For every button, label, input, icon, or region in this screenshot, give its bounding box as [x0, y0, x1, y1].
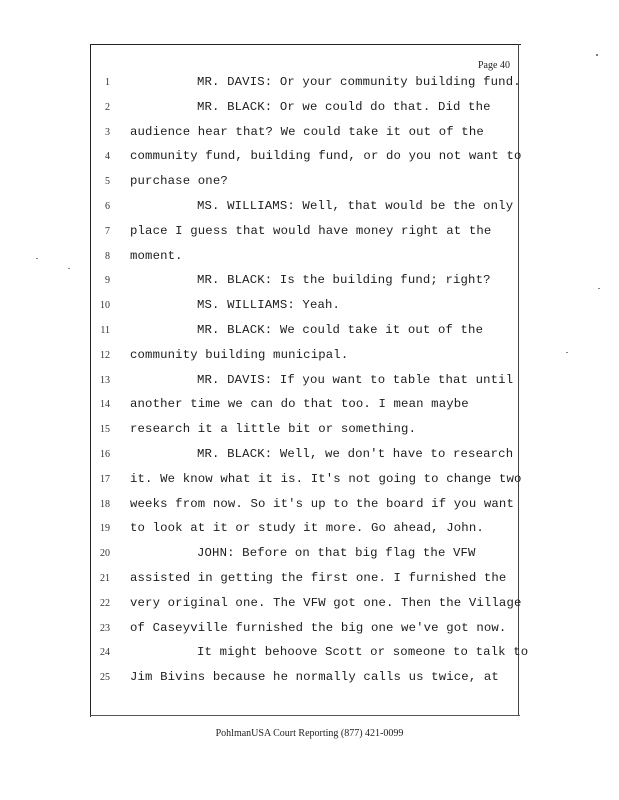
transcript-line: [0, 199, 619, 224]
scan-speck: [36, 258, 38, 259]
line-text: moment.: [130, 248, 183, 263]
transcript-line: [0, 125, 619, 150]
transcript-line: [0, 174, 619, 199]
line-text: purchase one?: [130, 174, 228, 189]
line-text: Jim Bivins because he normally calls us twice, at: [130, 670, 499, 685]
line-number: 4: [105, 151, 110, 163]
line-number: 11: [100, 324, 110, 336]
page-border-bottom: [90, 715, 520, 716]
line-number: 10: [100, 300, 110, 312]
line-number: 20: [100, 548, 110, 560]
line-number: 9: [105, 275, 110, 287]
line-number: 2: [105, 101, 110, 113]
line-number: 12: [100, 349, 110, 361]
line-text: community building municipal.: [130, 347, 349, 362]
line-text: place I guess that would have money right at the: [130, 223, 492, 238]
transcript-line: [0, 497, 619, 522]
line-number: 3: [105, 126, 110, 138]
scan-speck: [68, 268, 70, 269]
line-number: 22: [100, 597, 110, 609]
transcript-line: [0, 100, 619, 125]
line-number: 18: [100, 498, 110, 510]
transcript-line: [0, 472, 619, 497]
line-number: 5: [105, 176, 110, 188]
transcript-line: [0, 447, 619, 472]
line-text: MR. BLACK: Or we could do that. Did the: [197, 99, 491, 114]
line-number: 6: [105, 200, 110, 212]
transcript-line: [0, 224, 619, 249]
line-text: MS. WILLIAMS: Yeah.: [197, 298, 341, 313]
line-number: 21: [100, 572, 110, 584]
line-text: research it a little bit or something.: [130, 422, 417, 437]
line-text: MS. WILLIAMS: Well, that would be the only: [197, 198, 514, 213]
scan-speck: [596, 54, 598, 56]
line-text: It might behoove Scott or someone to talk to: [197, 645, 529, 660]
transcript-line: [0, 670, 619, 695]
scan-speck: [566, 352, 568, 353]
transcript-line: [0, 571, 619, 596]
transcript-body: [0, 75, 619, 695]
page-footer: PohlmanUSA Court Reporting (877) 421-0099: [215, 728, 404, 739]
transcript-line: [0, 298, 619, 323]
transcript-line: [0, 397, 619, 422]
page-number: Page 40: [478, 60, 510, 71]
line-text: audience hear that? We could take it out of the: [130, 124, 484, 139]
scan-speck: [598, 288, 600, 289]
line-text: it. We know what it is. It's not going to change two: [130, 471, 522, 486]
transcript-line: [0, 621, 619, 646]
line-number: 7: [105, 225, 110, 237]
line-text: MR. DAVIS: If you want to table that until: [197, 372, 514, 387]
line-text: to look at it or study it more. Go ahead, John.: [130, 521, 484, 536]
transcript-line: [0, 348, 619, 373]
transcript-line: [0, 596, 619, 621]
transcript-line: [0, 249, 619, 274]
line-number: 25: [100, 672, 110, 684]
line-text: MR. BLACK: Well, we don't have to research: [197, 446, 514, 461]
line-number: 19: [100, 523, 110, 535]
line-text: community fund, building fund, or do you not want to: [130, 149, 522, 164]
line-text: MR. BLACK: We could take it out of the: [197, 322, 484, 337]
line-number: 17: [100, 473, 110, 485]
transcript-line: [0, 273, 619, 298]
line-number: 13: [100, 374, 110, 386]
line-number: 15: [100, 424, 110, 436]
line-text: weeks from now. So it's up to the board if you want: [130, 496, 514, 511]
transcript-line: [0, 75, 619, 100]
transcript-line: [0, 373, 619, 398]
transcript-line: [0, 546, 619, 571]
transcript-line: [0, 323, 619, 348]
line-text: assisted in getting the first one. I furnished the: [130, 570, 507, 585]
line-text: MR. DAVIS: Or your community building fund.: [197, 75, 521, 89]
line-number: 24: [100, 647, 110, 659]
line-text: of Caseyville furnished the big one we've got now.: [130, 620, 507, 635]
transcript-line: [0, 422, 619, 447]
line-number: 16: [100, 448, 110, 460]
line-number: 8: [105, 250, 110, 262]
line-text: very original one. The VFW got one. Then the Village: [130, 595, 522, 610]
line-text: MR. BLACK: Is the building fund; right?: [197, 273, 491, 288]
transcript-line: [0, 521, 619, 546]
transcript-line: [0, 645, 619, 670]
line-number: 14: [100, 399, 110, 411]
line-number: 1: [105, 77, 110, 88]
line-number: 23: [100, 622, 110, 634]
line-text: JOHN: Before on that big flag the VFW: [197, 546, 476, 561]
transcript-line: [0, 149, 619, 174]
line-text: another time we can do that too. I mean maybe: [130, 397, 469, 412]
